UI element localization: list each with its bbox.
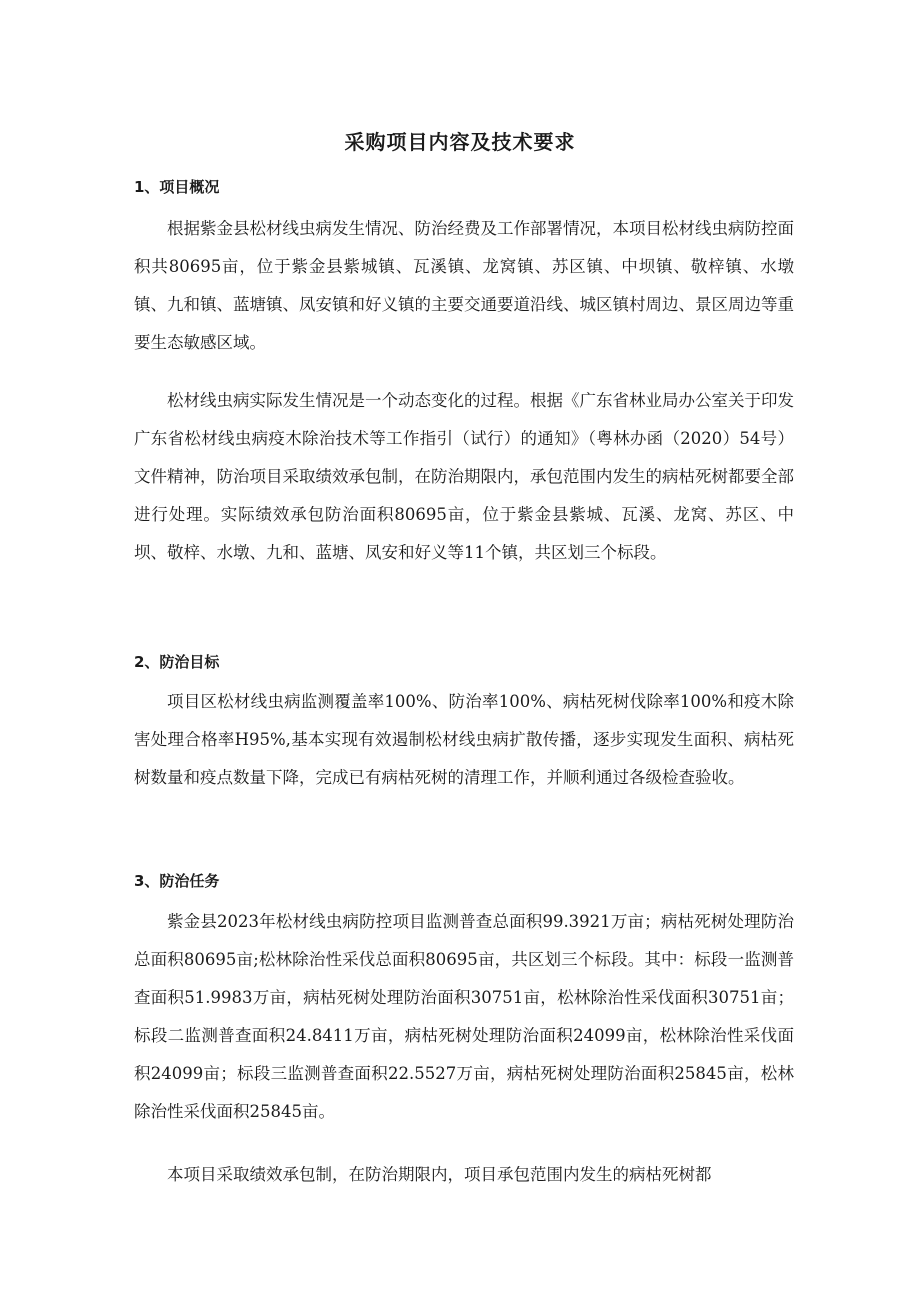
paragraph-tasks-2: 本项目采取绩效承包制，在防治期限内，项目承包范围内发生的病枯死树都 — [167, 1165, 712, 1184]
page-title: 采购项目内容及技术要求 — [344, 130, 576, 154]
paragraph-overview-1: 根据紫金县松材线虫病发生情况、防治经费及工作部署情况，本项目松材线虫病防控面积共80695亩，位于紫金县紫城镇、瓦溪镇、龙窝镇、苏区镇、中坝镇、敬梓镇、水墩镇、九和镇、蓝塘镇、凤安镇和好义镇的主要交通要道沿线、城区镇村周边、景区周边等重要生态敏感区域。 — [134, 219, 794, 352]
section-heading-overview: 1、项目概况 — [134, 178, 220, 196]
paragraph-tasks-1: 紫金县2023年松材线虫病防控项目监测普查总面积99.3921万亩；病枯死树处理防治总面积80695亩;松林除治性采伐总面积80695亩，共区划三个标段。其中：标段一监测普查面积51.9983万亩，病枯死树处理防治面积30751亩，松林除治性采伐面积30751亩；标段二监测普查面积24.8411万亩，病枯死树处理防治面积24099亩，松林除治性采伐面积24099亩；标段三监测普查面积22.5527万亩，病枯死树处理防治面积25845亩，松林除治性采伐面积25845亩。 — [134, 912, 794, 1121]
paragraph-overview-2: 松材线虫病实际发生情况是一个动态变化的过程。根据《广东省林业局办公室关于印发广东省松材线虫病疫木除治技术等工作指引（试行）的通知》（粤林办函（2020）54号）文件精神，防治项目采取绩效承包制，在防治期限内，承包范围内发生的病枯死树都要全部进行处理。实际绩效承包防治面积80695亩，位于紫金县紫城、瓦溪、龙窝、苏区、中坝、敬梓、水墩、九和、蓝塘、凤安和好义等11个镇，共区划三个标段。 — [134, 391, 794, 562]
paragraph-goals-1: 项目区松材线虫病监测覆盖率100%、防治率100%、病枯死树伐除率100%和疫木除害处理合格率H95%,基本实现有效遏制松材线虫病扩散传播，逐步实现发生面积、病枯死树数量和疫点数量下降，完成已有病枯死树的清理工作，并顺利通过各级检查验收。 — [134, 692, 794, 787]
section-heading-goals: 2、防治目标 — [134, 653, 220, 671]
section-heading-tasks: 3、防治任务 — [134, 872, 220, 890]
